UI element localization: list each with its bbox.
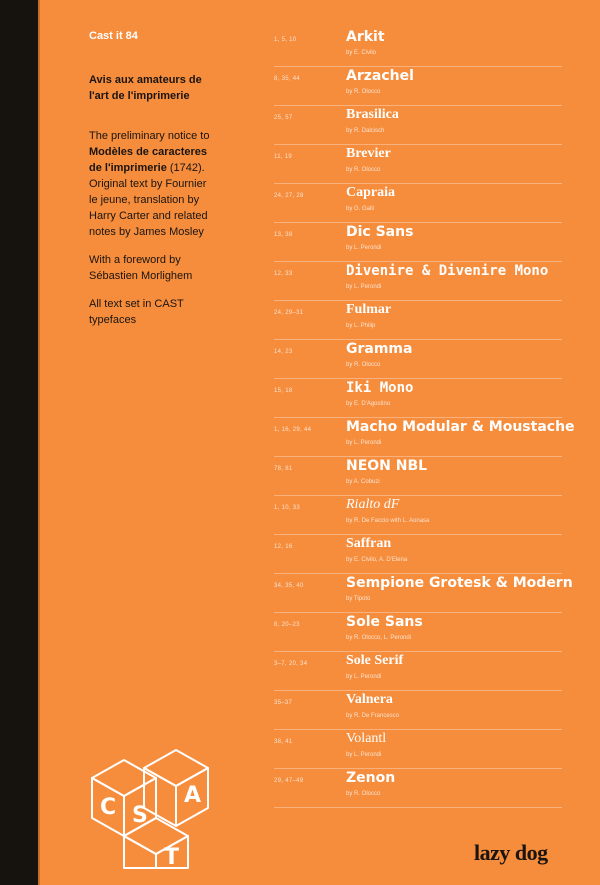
typeface-designer: by Tipoto	[346, 596, 371, 602]
typeface-designer: by R. Olocco	[346, 362, 381, 368]
logo-letter-s: S	[132, 803, 148, 828]
typeface-row	[274, 418, 575, 457]
page-numbers: 3–7, 20, 34	[274, 661, 308, 667]
page-numbers: 34, 35, 40	[274, 583, 304, 589]
logo-letter-t: T	[164, 845, 180, 870]
typeface-name: Arzachel	[346, 68, 414, 84]
blurb-line: notes by James Mosley	[89, 226, 204, 238]
book-spine	[0, 0, 38, 885]
page-numbers: 24, 27, 28	[274, 193, 304, 199]
logo-letter-c: C	[100, 795, 117, 820]
typeface-row	[274, 184, 562, 223]
typeface-list	[274, 28, 575, 808]
page-numbers: 24, 29–31	[274, 310, 304, 316]
typeface-row	[274, 301, 562, 340]
blurb-line: Harry Carter and related	[89, 210, 208, 222]
typeface-row	[274, 457, 562, 496]
blurb-line: typefaces	[89, 314, 137, 326]
typeface-row	[274, 769, 562, 808]
page-numbers: 1, 5, 10	[274, 37, 297, 43]
typeface-name: Iki Mono	[346, 380, 414, 396]
page-numbers: 12, 16	[274, 544, 293, 550]
page-numbers: 78, 81	[274, 466, 293, 472]
typeface-row	[274, 730, 562, 769]
typeface-name: Macho Modular & Moustache	[346, 419, 575, 435]
blurb-line: All text set in CAST	[89, 298, 184, 310]
blurb-line: Original text by Fournier	[89, 178, 207, 190]
typeface-row	[274, 145, 562, 184]
cover-left-column	[89, 30, 259, 340]
blurb-line: Sébastien Morlighem	[89, 270, 193, 282]
cast-cube-logo	[80, 740, 220, 870]
typeface-name: Capraia	[346, 185, 395, 200]
page-numbers: 11, 19	[274, 154, 293, 160]
typeface-name: Rialto dF	[346, 497, 400, 512]
page-numbers: 1, 16, 29, 44	[274, 427, 312, 433]
typeface-designer: by L. Philip	[346, 323, 376, 329]
typeface-designer: by R. Olocco, L. Perondi	[346, 635, 412, 641]
page-numbers: 12, 33	[274, 271, 293, 277]
typeface-row	[274, 379, 562, 418]
page-numbers: 8, 20–23	[274, 622, 300, 628]
typeface-name: Brevier	[346, 146, 391, 161]
page-numbers: 15, 18	[274, 388, 293, 394]
typeface-designer: by L. Perondi	[346, 440, 382, 446]
description-paragraph	[89, 128, 259, 240]
typeface-designer: by L. Perondi	[346, 674, 382, 680]
typeface-row	[274, 496, 562, 535]
typeface-designer: by L. Perondi	[346, 245, 382, 251]
typeface-name: Volantl	[346, 731, 387, 746]
typeface-designer: by R. Olocco	[346, 89, 381, 95]
typeface-name: Sole Sans	[346, 614, 423, 630]
typeface-designer: by R. Olocco	[346, 167, 381, 173]
typeset-note	[89, 296, 259, 328]
typeface-row	[274, 28, 562, 67]
page-numbers: 1, 10, 33	[274, 505, 301, 511]
typeface-name: Sempione Grotesk & Modern	[346, 575, 573, 591]
typeface-designer: by L. Perondi	[346, 752, 382, 758]
typeface-row	[274, 106, 562, 145]
typeface-name: Fulmar	[346, 302, 392, 317]
typeface-row	[274, 67, 562, 106]
typeface-name: Gramma	[346, 341, 413, 357]
page-numbers: 13, 38	[274, 232, 293, 238]
title-line-2: l'art de l'imprimerie	[89, 90, 190, 102]
typeface-designer: by E. D'Agostino	[346, 401, 391, 407]
page-numbers: 14, 23	[274, 349, 293, 355]
typeface-designer: by G. Galli	[346, 206, 375, 212]
typeface-row	[274, 652, 562, 691]
blurb-line: With a foreword by	[89, 254, 181, 266]
blurb-bold: Modèles de caracteres	[89, 146, 208, 158]
foreword-paragraph	[89, 252, 259, 284]
blurb-line: le jeune, translation by	[89, 194, 200, 206]
typeface-row	[274, 613, 562, 652]
typeface-row	[274, 340, 562, 379]
typeface-name: Divenire & Divenire Mono	[346, 263, 549, 279]
typeface-name: Valnera	[346, 692, 393, 707]
typeface-name: Dic Sans	[346, 224, 414, 240]
page-numbers: 29, 47–49	[274, 778, 304, 784]
publisher-logo: lazy dog	[474, 840, 548, 865]
typeface-designer: by A. Cobuzi	[346, 479, 380, 485]
typeface-name: Saffran	[346, 536, 392, 551]
book-title	[89, 72, 259, 104]
typeface-designer: by E. Civilo, A. D'Elena	[346, 557, 408, 563]
series-label: Cast it 84	[89, 30, 138, 42]
blurb-line: The preliminary notice to	[89, 130, 210, 142]
typeface-row	[274, 262, 562, 301]
typeface-name: Brasilica	[346, 107, 399, 122]
typeface-row	[274, 223, 562, 262]
title-line-1: Avis aux amateurs de	[89, 74, 202, 86]
typeface-designer: by R. Dalcisch	[346, 128, 385, 134]
blurb-year: (1742).	[169, 162, 205, 174]
typeface-name: Zenon	[346, 770, 396, 786]
typeface-name: Arkit	[346, 29, 385, 45]
typeface-designer: by E. Civilo	[346, 50, 377, 56]
typeface-designer: by L. Perondi	[346, 284, 382, 290]
page-numbers: 8, 35, 44	[274, 76, 301, 82]
typeface-name: NEON NBL	[346, 458, 428, 474]
page-numbers: 35–37	[274, 700, 293, 706]
page-numbers: 25, 57	[274, 115, 293, 121]
logo-letter-a: A	[184, 783, 202, 808]
typeface-designer: by R. De Faccio with L. Aonasa	[346, 518, 430, 524]
blurb-bold: de l'imprimerie	[89, 162, 167, 174]
typeface-row	[274, 691, 562, 730]
typeface-name: Sole Serif	[346, 653, 404, 668]
page-numbers: 38, 41	[274, 739, 293, 745]
typeface-row	[274, 574, 573, 613]
typeface-row	[274, 535, 562, 574]
typeface-designer: by R. De Francesco	[346, 713, 400, 719]
typeface-designer: by R. Olocco	[346, 791, 381, 797]
